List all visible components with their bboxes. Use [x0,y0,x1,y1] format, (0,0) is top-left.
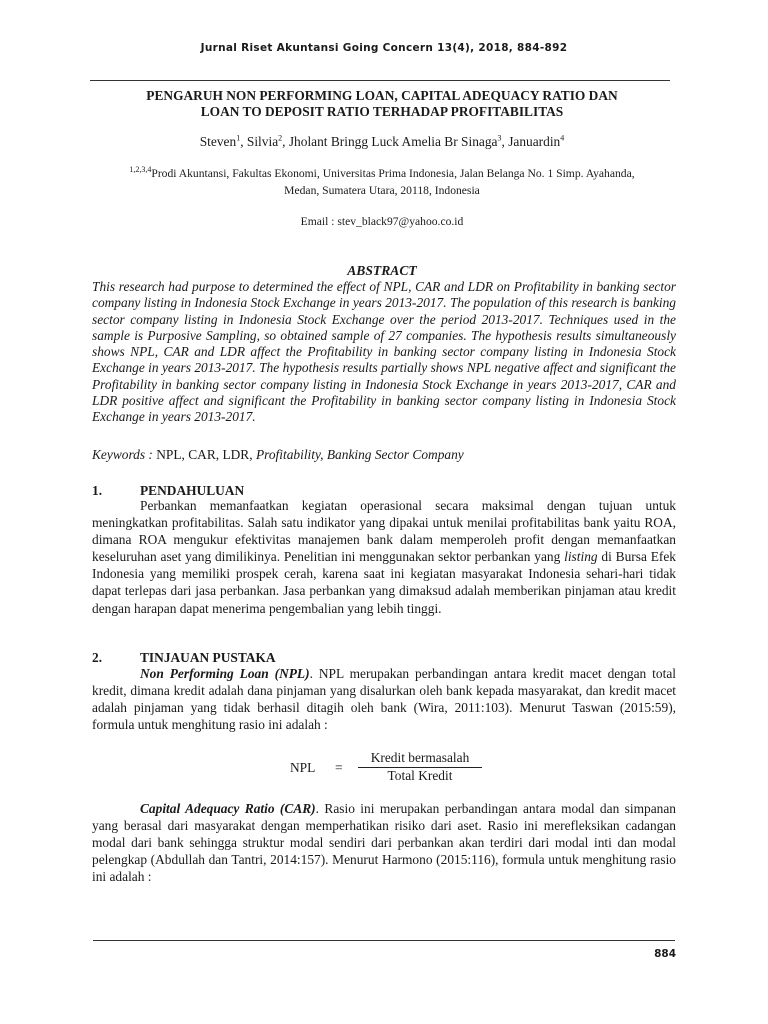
author-email: Email : stev_black97@yahoo.co.id [300,215,464,228]
author-name: Steven [199,134,237,149]
keywords-italic: Profitability, Banking Sector Company [255,447,464,462]
author-sup: 3 [497,133,502,143]
page-number: 884 [654,948,676,960]
keywords-label: Keywords : [92,447,153,462]
section-heading-tinjauan-pustaka [92,650,276,666]
affiliation [92,165,672,199]
author-name: Januardin [508,134,561,149]
header-rule [90,80,670,81]
paragraph-italic: listing [564,549,598,565]
footer-rule [93,940,675,941]
affiliation-line-2: Medan, Sumatera Utara, 20118, Indonesia [284,184,480,197]
abstract-heading: ABSTRACT [347,263,417,278]
formula-equals: = [335,760,343,775]
affiliation-line-1: Prodi Akuntansi, Fakultas Ekonomi, Universitas Prima Indonesia, Jalan Belanga No. 1 Simp. Ayahanda, [151,167,635,180]
section-title: TINJAUAN PUSTAKA [140,650,276,665]
npl-paragraph [92,665,676,733]
paper-title [92,88,672,120]
keywords-plain: NPL, CAR, LDR, [156,447,253,462]
keywords [92,447,676,463]
section-number: 1. [92,483,103,498]
author-sup: 1 [236,133,241,143]
paragraph-text: Perbankan memanfaatkan kegiatan operasional secara maksimal dengan tujuan untuk meningkatkan profitabilitas. Salah satu indikator yang dipakai untuk menilai profitabilitas bank yaitu ROA, dimana ROA mengukur efektivitas manajemen bank dalam memperoleh profit dengan memanfaatkan keseluruhan aset yang dimilikinya. Penelitian ini menggunakan sektor perbankan yang [92,498,676,565]
formula-lhs: NPL [290,760,316,775]
author-name: Jholant Bringg Luck Amelia Br Sinaga [288,134,498,149]
title-line-1: PENGARUH NON PERFORMING LOAN, CAPITAL ADEQUACY RATIO DAN [146,88,618,103]
paragraph-text: . NPL merupakan perbandingan antara kredit macet dengan total kredit, dimana kredit adalah dana pinjaman yang disalurkan oleh bank kepada masyarakat, dan kredit macet adalah pinjaman yang tidak berhasil ditagih oleh bank (Wira, 2011:103). Menurut Taswan (2015:59), formula untuk menghitung rasio ini adalah : [92,666,676,733]
paragraph-text: . Rasio ini merupakan perbandingan antara modal dan simpanan yang berasal dari masyarakat dengan memperhatikan risiko dari aset. Rasio ini merefleksikan cadangan modal dari bank sehingga struktur modal sendiri dari perbankan akan terdiri dari modal inti dan modal pelengkap (Abdullah dan Tantri, 2014:157). Menurut Harmono (2015:116), formula untuk menghitung rasio ini adalah : [92,801,676,885]
formula-denominator: Total Kredit [387,768,453,783]
section-number: 2. [92,650,103,665]
title-line-2: LOAN TO DEPOSIT RATIO TERHADAP PROFITABILITAS [200,104,564,119]
author-name: Silvia [246,134,279,149]
author-list: Steven$^1$, Silvia$^2$, Jholant Bringg Luck Amelia Br Sinaga$^3$, Januardin$^4$ [199,133,565,149]
npl-term: Non Performing Loan (NPL) [140,666,310,681]
journal-header: Jurnal Riset Akuntansi Going Concern 13(4), 2018, 884-892 [200,42,568,54]
author-sup: 4 [560,133,565,143]
affiliation-sup: 1,2,3,4 [129,165,152,175]
abstract-text: This research had purpose to determined the effect of NPL, CAR and LDR on Profitability in banking sector company listing in Indonesia Stock Exchange in years 2013-2017. The population of this research is banking sector company listing in Indonesia Stock Exchange over the period 2013-2017. Techniques used in the sample is Purposive Sampling, so obtained sample of 27 companies. The hypothesis results simultaneously shows NPL, CAR and LDR affect the Profitability in banking sector company listing in Indonesia Stock Exchange in years 2013-2017. The hypothesis results partially shows NPL negative affect and significant the Profitability in banking sector company listing in Indonesia Stock Exchange in years 2013-2017, CAR and LDR positive affect and significant the Profitability in banking sector company listing in Indonesia Stock Exchange in years 2013-2017. [92,279,676,425]
section-title: PENDAHULUAN [140,483,245,498]
car-paragraph [92,800,676,885]
car-term: Capital Adequacy Ratio (CAR) [140,801,316,816]
formula-fraction [358,750,482,784]
pendahuluan-paragraph [92,497,676,617]
formula-numerator: Kredit bermasalah [358,750,482,768]
paragraph-text: di Bursa Efek Indonesia yang memiliki prospek cerah, karena saat ini kegiatan masyarakat Indonesia sehari-hari tidak dapat terlepas dari jasa perbankan. Jasa perbankan yang dimaksud adalah memberikan pinjaman atau kredit dengan harapan dapat menerima pengembalian yang lebih tinggi. [92,549,676,616]
author-sup: 2 [278,133,283,143]
